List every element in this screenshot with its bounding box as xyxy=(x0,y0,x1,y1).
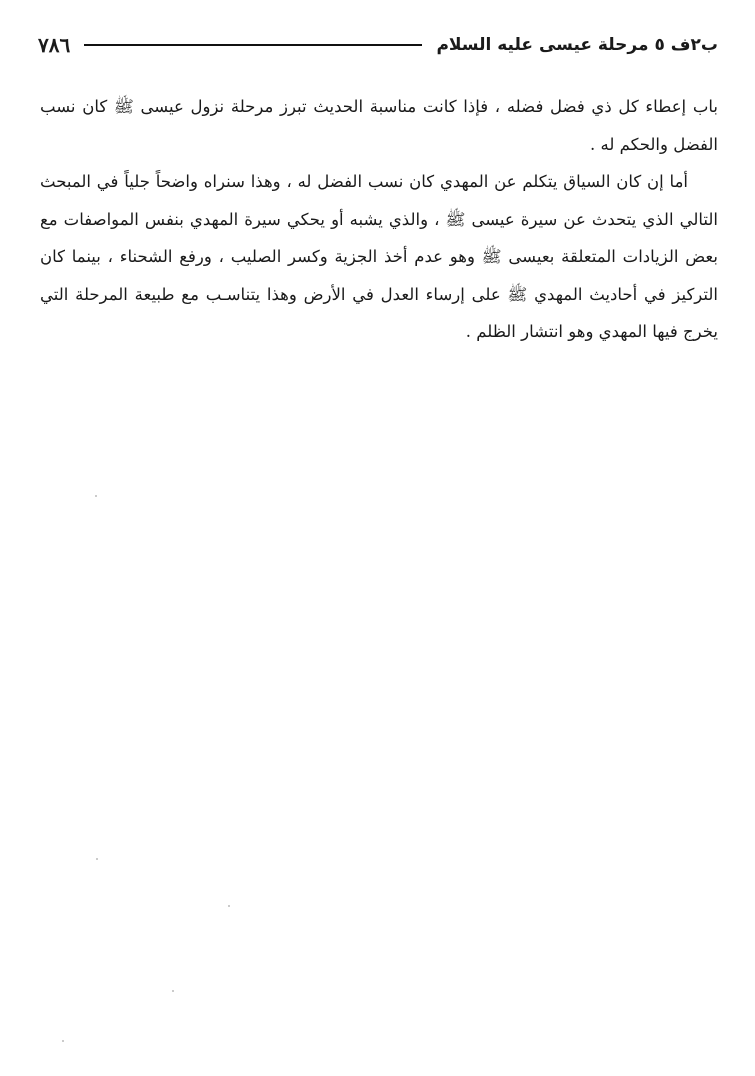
scan-speck xyxy=(228,905,230,907)
scan-speck xyxy=(95,495,97,497)
running-header xyxy=(38,28,718,62)
chapter-title: ب٢ف ٥ مرحلة عيسى عليه السلام xyxy=(436,35,718,55)
paragraph-1: باب إعطاء كل ذي فضل فضله ، فإذا كانت مناسبة الحديث تبرز مرحلة نزول عيسى ﷺ كان نسب الفضل والحكم له . xyxy=(40,97,718,154)
scan-speck xyxy=(172,990,174,992)
page-number: ٧٨٦ xyxy=(38,33,71,57)
scan-speck xyxy=(96,858,98,860)
header-rule xyxy=(84,44,422,46)
body-text xyxy=(40,88,718,351)
scan-speck xyxy=(62,1040,64,1042)
paragraph-2: أما إن كان السياق يتكلم عن المهدي كان نسب الفضل له ، وهذا سنراه واضحاً جلياً في المبحث التالي الذي يتحدث عن سيرة عيسى ﷺ ، والذي يشبه أو يحكي سيرة المهدي بنفس المواصفات مع بعض الزيادات المتعلقة بعيسى ﷺ وهو عدم أخذ الجزية وكسر الصليب ، ورفع الشحناء ، بينما كان التركيز في أحاديث المهدي ﷺ على إرساء العدل في الأرض وهذا يتناسـب مع طبيعة المرحلة التي يخرج فيها المهدي وهو انتشار الظلم . xyxy=(40,172,718,341)
